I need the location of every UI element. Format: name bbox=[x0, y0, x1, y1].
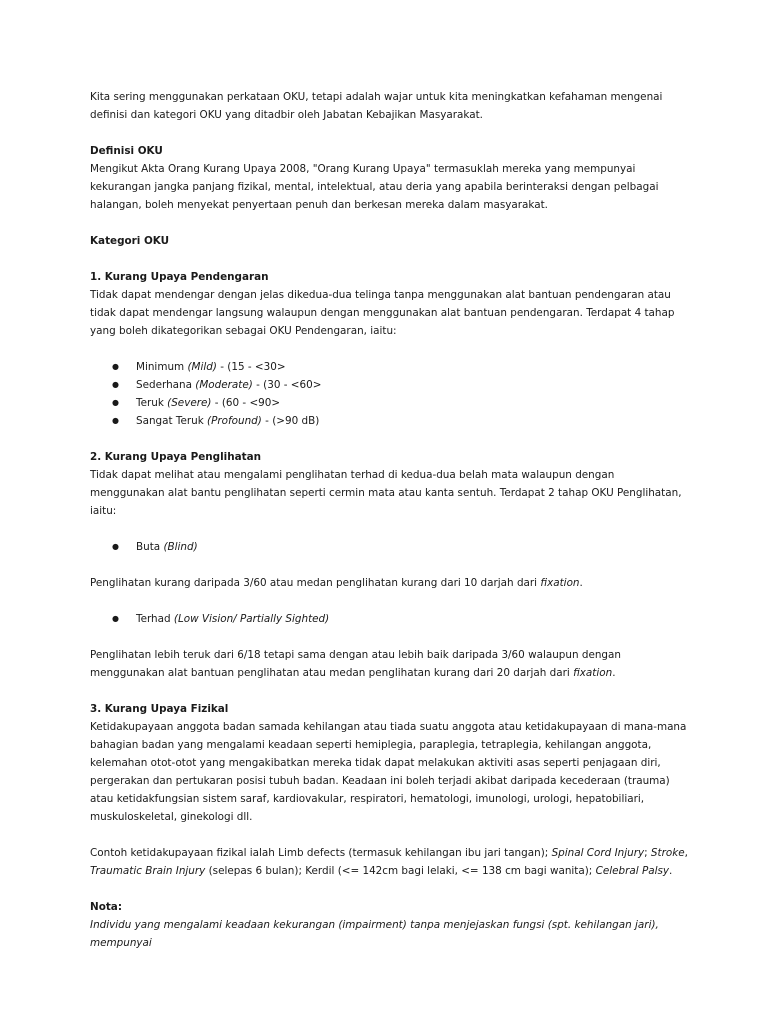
penglihatan-terhad-list bbox=[90, 610, 690, 628]
definisi-paragraph: Mengikut Akta Orang Kurang Upaya 2008, "Orang Kurang Upaya" termasuklah mereka yang mempunyai kekurangan jangka panjang fizikal, mental, intelektual, atau deria yang apabila berinteraksi dengan pelbagai halangan, boleh menyekat penyertaan penuh dan berkesan mereka dalam masyarakat. bbox=[90, 163, 659, 211]
list-item: ● Terhad (Low Vision/ Partially Sighted) bbox=[90, 610, 690, 628]
fizikal-contoh-paragraph: Contoh ketidakupayaan fizikal ialah Limb defects (termasuk kehilangan ibu jari tangan); Spinal Cord Injury; Stroke, Traumatic Brain Injury (selepas 6 bulan); Kerdil (<= 142cm bagi lelaki, <= 138 cm bagi wanita); Celebral Palsy. bbox=[90, 847, 688, 877]
fizikal-heading: 3. Kurang Upaya Fizikal bbox=[90, 703, 229, 715]
terhad-description: Penglihatan lebih teruk dari 6/18 tetapi sama dengan atau lebih baik daripada 3/60 walaupun dengan menggunakan alat bantuan penglihatan atau medan penglihatan kurang dari 20 darjah dari fixation. bbox=[90, 649, 621, 679]
kategori-heading: Kategori OKU bbox=[90, 235, 170, 247]
pendengaran-heading: 1. Kurang Upaya Pendengaran bbox=[90, 271, 269, 283]
definisi-heading: Definisi OKU bbox=[90, 145, 163, 157]
intro-paragraph: Kita sering menggunakan perkataan OKU, tetapi adalah wajar untuk kita meningkatkan kefahaman mengenai definisi dan kategori OKU yang ditadbir oleh Jabatan Kebajikan Masyarakat. bbox=[90, 91, 663, 121]
pendengaran-paragraph: Tidak dapat mendengar dengan jelas dikedua-dua telinga tanpa menggunakan alat bantuan pendengaran atau tidak dapat mendengar langsung walaupun dengan menggunakan alat bantuan pendengaran. Terdapat 4 tahap yang boleh dikategorikan sebagai OKU Pendengaran, iaitu: bbox=[90, 289, 675, 337]
list-item: ● Sangat Teruk (Profound) - (>90 dB) bbox=[90, 412, 690, 430]
list-item: ● Buta (Blind) bbox=[90, 538, 690, 556]
penglihatan-heading: 2. Kurang Upaya Penglihatan bbox=[90, 451, 262, 463]
list-item: ● Teruk (Severe) - (60 - <90> bbox=[90, 394, 690, 412]
document-page bbox=[90, 88, 690, 952]
nota-heading: Nota: bbox=[90, 901, 122, 913]
list-item: ● Sederhana (Moderate) - (30 - <60> bbox=[90, 376, 690, 394]
list-item: ● Minimum (Mild) - (15 - <30> bbox=[90, 358, 690, 376]
buta-description: Penglihatan kurang daripada 3/60 atau medan penglihatan kurang dari 10 darjah dari fixation. bbox=[90, 577, 583, 589]
penglihatan-paragraph: Tidak dapat melihat atau mengalami penglihatan terhad di kedua-dua belah mata walaupun dengan menggunakan alat bantu penglihatan seperti cermin mata atau kanta sentuh. Terdapat 2 tahap OKU Penglihatan, iaitu: bbox=[90, 469, 682, 517]
fizikal-paragraph: Ketidakupayaan anggota badan samada kehilangan atau tiada suatu anggota atau ketidakupayaan di mana-mana bahagian badan yang mengalami keadaan seperti hemiplegia, paraplegia, tetraplegia, kehilangan anggota, kelemahan otot-otot yang mengakibatkan mereka tidak dapat melakukan aktiviti asas seperti penjagaan diri, pergerakan dan pertukaran posisi tubuh badan. Keadaan ini boleh terjadi akibat daripada kecederaan (trauma) atau ketidakfungsian sistem saraf, kardiovakular, respiratori, hematologi, imunologi, urologi, hepatobiliari, muskuloskeletal, ginekologi dll. bbox=[90, 721, 687, 823]
penglihatan-buta-list bbox=[90, 538, 690, 556]
nota-paragraph: Individu yang mengalami keadaan kekurangan (impairment) tanpa menjejaskan fungsi (spt. kehilangan jari), mempunyai bbox=[90, 919, 659, 949]
pendengaran-levels-list bbox=[90, 358, 690, 430]
